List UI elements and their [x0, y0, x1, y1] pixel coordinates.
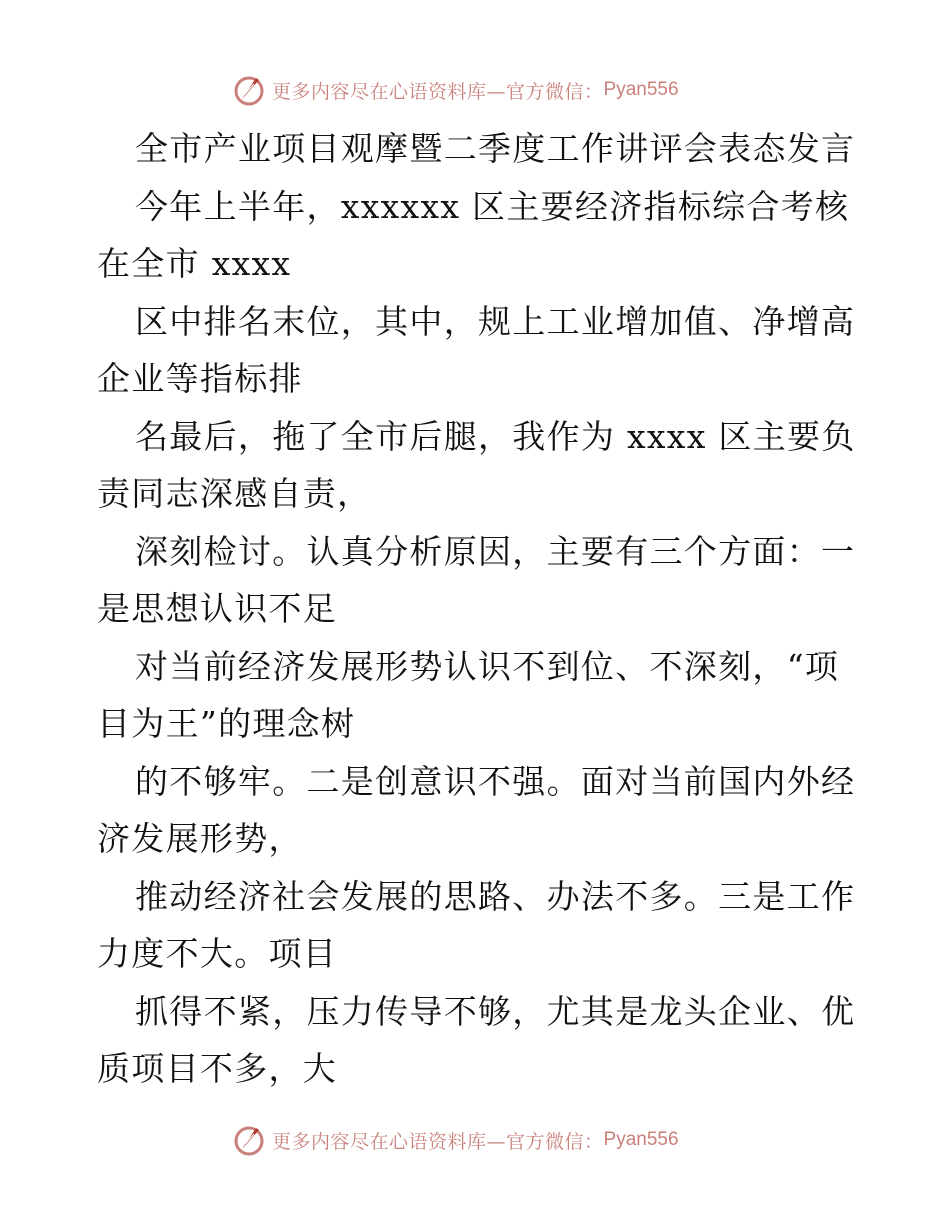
document-line: 是思想认识不足: [97, 589, 338, 628]
watermark-text: 更多内容尽在心语资料库—官方微信：: [272, 80, 604, 103]
document-line: 力度不大。项目: [97, 934, 338, 973]
watermark-header: [232, 70, 679, 110]
document-line: 区中排名末位，其中，规上工业增加值、净增高: [135, 301, 856, 341]
document-line: 的不够牢。二是创意识不强。面对当前国内外经: [135, 761, 856, 801]
watermark-account: Pyan556: [603, 1129, 679, 1150]
watermark-account: Pyan556: [603, 79, 679, 100]
document-line: 责同志深感自责，: [97, 474, 372, 513]
document-line: 抓得不紧，压力传导不够，尤其是龙头企业、优: [135, 991, 856, 1031]
document-line: 对当前经济发展形势认识不到位、不深刻，“项: [135, 646, 840, 686]
document-body: [97, 120, 857, 1098]
quill-logo-icon: [232, 73, 266, 107]
document-line: 目为王”的理念树: [97, 704, 356, 743]
document-line: 济发展形势，: [97, 819, 303, 858]
document-line: 名最后，拖了全市后腿，我作为 xxxx 区主要负: [135, 416, 856, 456]
document-line: 今年上半年，xxxxxx 区主要经济指标综合考核: [135, 186, 850, 226]
document-line: 企业等指标排: [97, 359, 303, 398]
document-line: 全市产业项目观摩暨二季度工作讲评会表态发言: [135, 129, 856, 168]
document-line: 质项目不多，大: [97, 1049, 338, 1088]
watermark-text: 更多内容尽在心语资料库—官方微信：: [272, 1130, 604, 1153]
quill-logo-icon: [232, 1123, 266, 1157]
watermark-footer: [232, 1120, 679, 1160]
document-line: 推动经济社会发展的思路、办法不多。三是工作: [135, 876, 856, 916]
document-line: 深刻检讨。认真分析原因，主要有三个方面：一: [135, 531, 856, 571]
document-line: 在全市 xxxx: [97, 244, 292, 283]
